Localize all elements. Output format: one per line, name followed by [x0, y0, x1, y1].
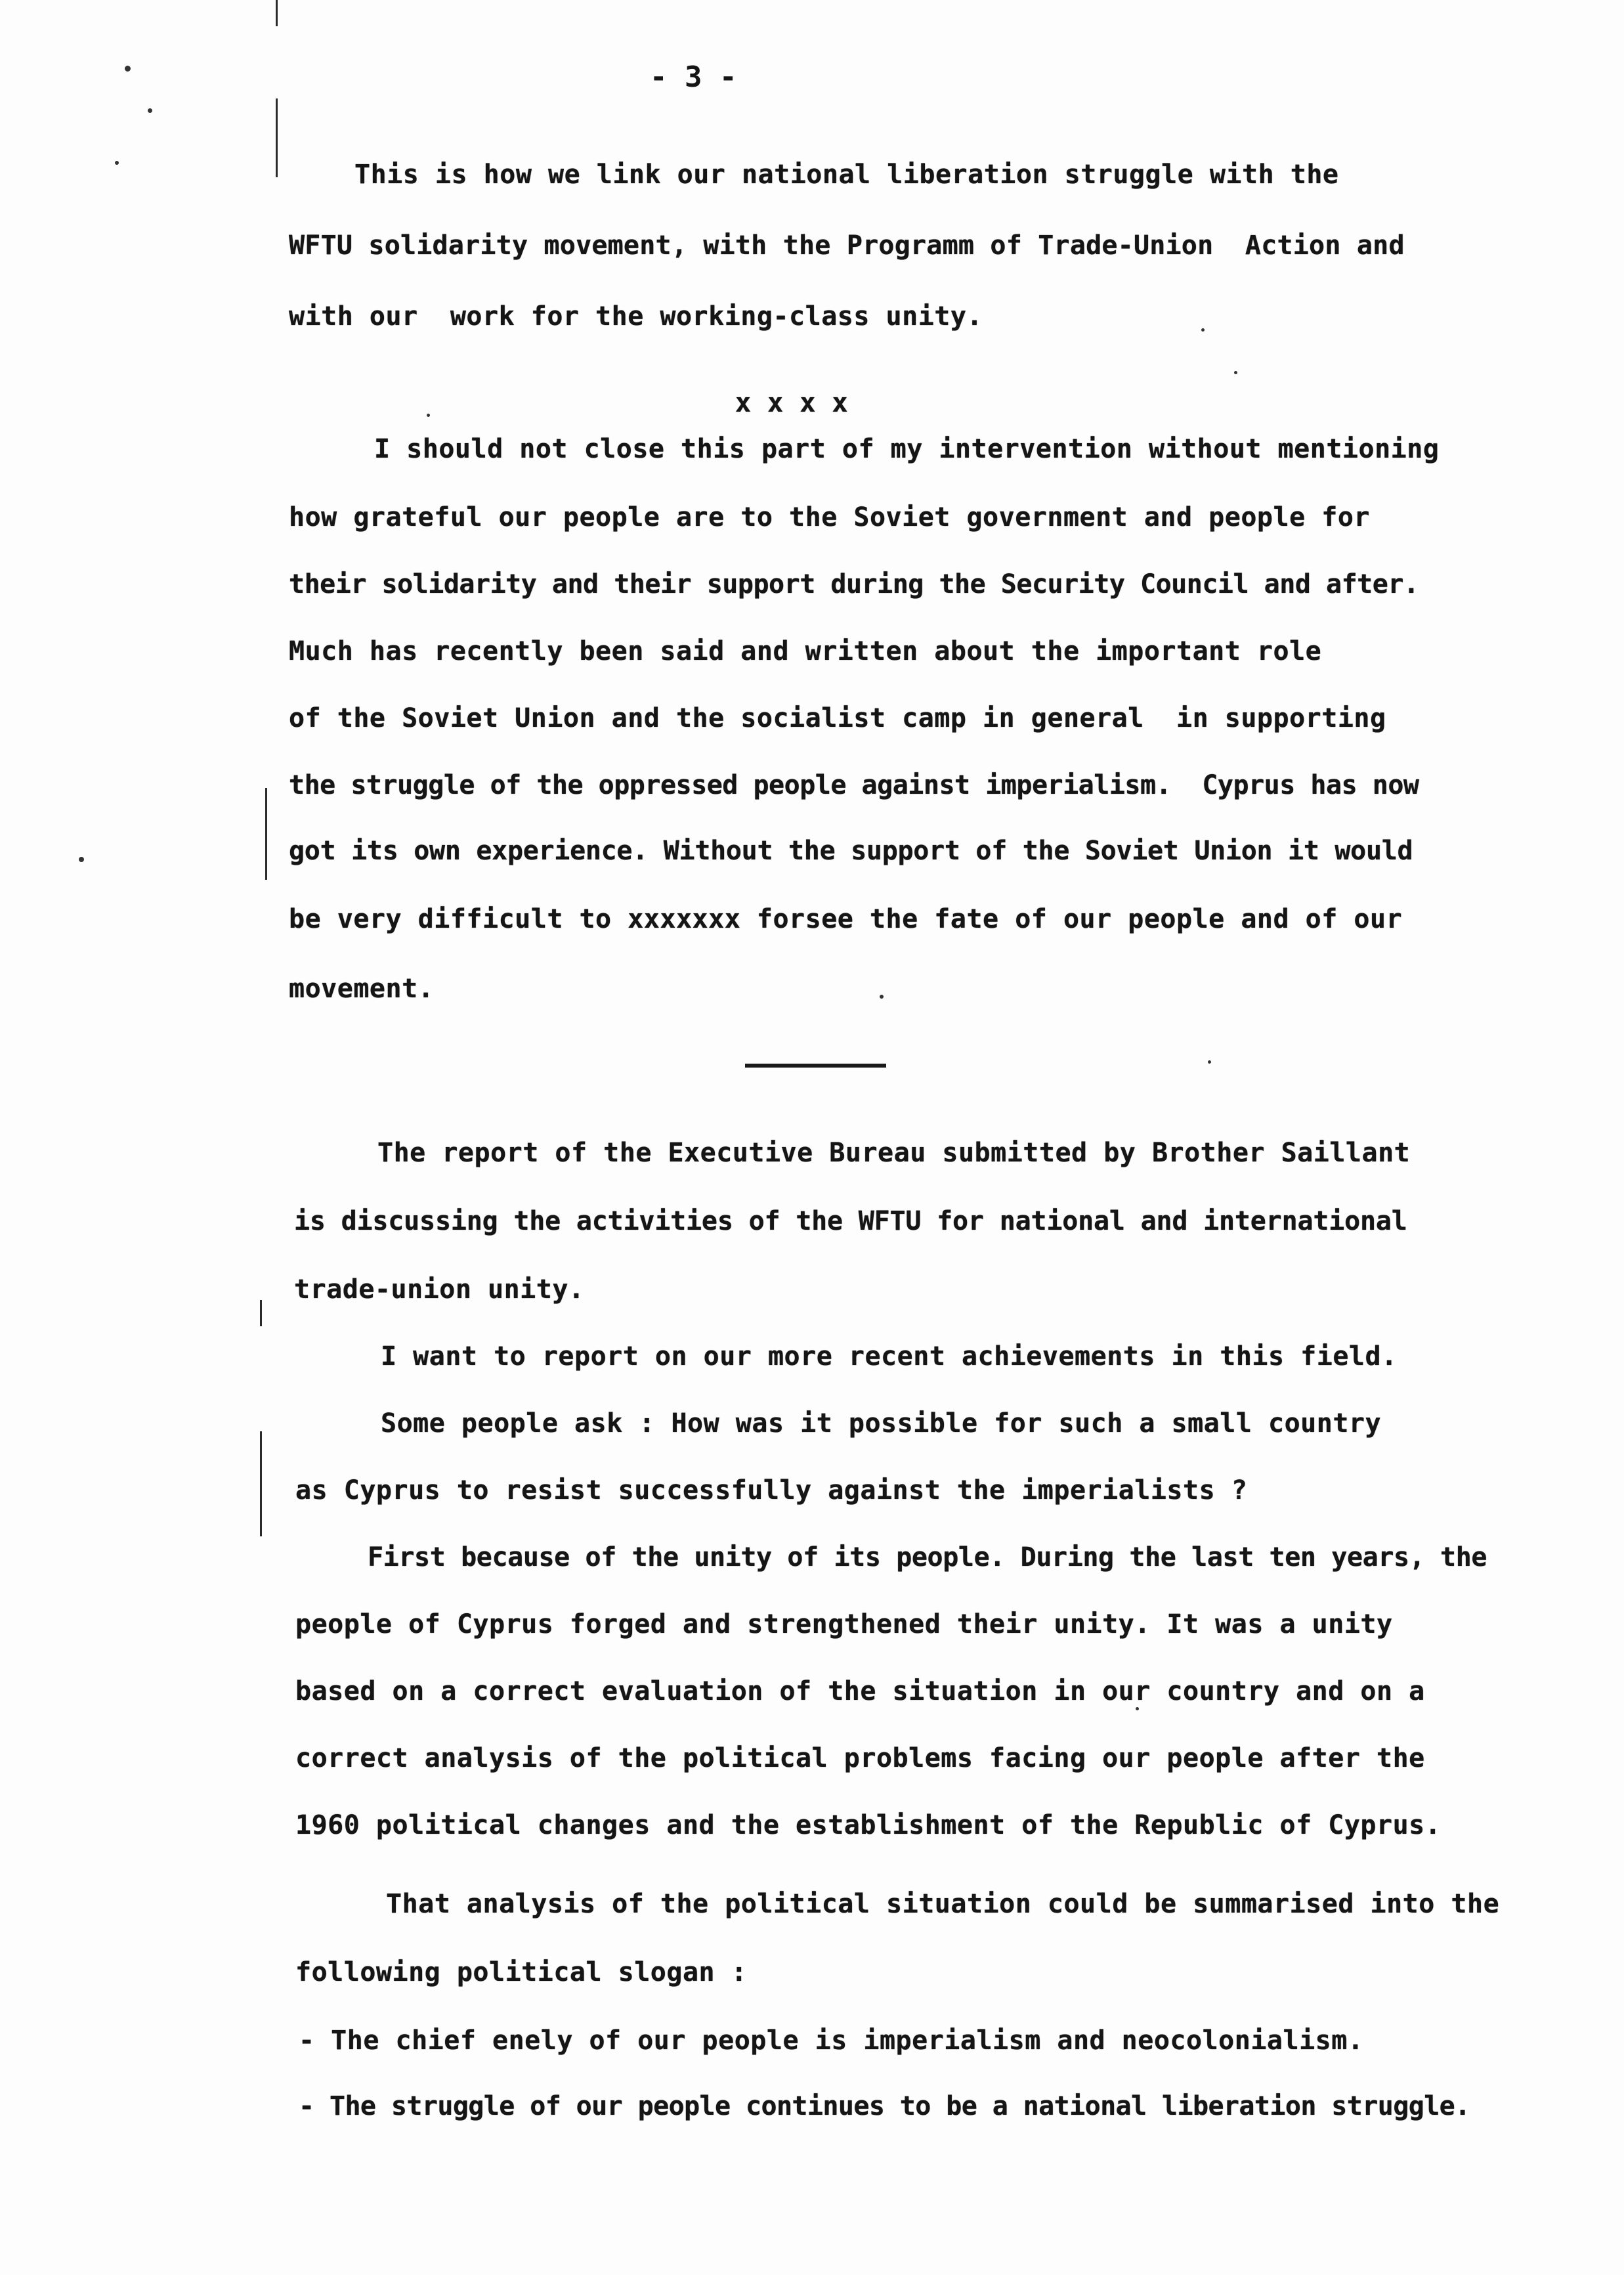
scan-speck [1201, 328, 1205, 332]
text-line: I should not close this part of my intervention without mentioning [374, 434, 1440, 464]
scan-speck [148, 108, 152, 113]
scan-speck [115, 161, 119, 165]
scan-speck [1234, 371, 1237, 374]
text-line: movement. [289, 974, 435, 1004]
scan-speck [125, 66, 131, 72]
margin-line [276, 0, 278, 26]
text-line: Some people ask : How was it possible for such a small country [381, 1408, 1382, 1439]
scan-speck [1208, 1060, 1211, 1064]
slogan-item: - The struggle of our people continues to be a national liberation struggle. [299, 2091, 1470, 2121]
text-line: be very difficult to xxxxxxx forsee the fate of our people and of our [289, 904, 1403, 934]
text-line: Much has recently been said and written about the important role [289, 636, 1322, 666]
margin-line [260, 1300, 262, 1326]
text-line: people of Cyprus forged and strengthened their unity. It was a unity [295, 1609, 1393, 1639]
scan-speck [880, 995, 884, 999]
margin-line [260, 1431, 262, 1536]
section-marker: x x x x [735, 388, 849, 418]
text-line: trade-union unity. [294, 1274, 585, 1305]
text-line: I want to report on our more recent achievements in this field. [381, 1341, 1398, 1372]
text-line: correct analysis of the political problems facing our people after the [295, 1743, 1425, 1773]
slogan-item: - The chief enely of our people is imperialism and neocolonialism. [299, 2026, 1364, 2056]
text-line: got its own experience. Without the support of the Soviet Union it would [289, 836, 1413, 866]
text-line: is discussing the activities of the WFTU for national and international [294, 1206, 1407, 1236]
text-line: That analysis of the political situation could be summarised into the [386, 1889, 1500, 1919]
text-line: The report of the Executive Bureau submitted by Brother Saillant [377, 1138, 1411, 1168]
text-line: First because of the unity of its people. During the last ten years, the [368, 1542, 1487, 1572]
text-line: their solidarity and their support during the Security Council and after. [289, 569, 1419, 599]
scan-speck [1136, 1707, 1139, 1710]
margin-line [265, 788, 267, 880]
text-line: based on a correct evaluation of the situation in our country and on a [295, 1676, 1425, 1706]
section-divider [745, 1064, 886, 1068]
text-line: the struggle of the oppressed people against imperialism. Cyprus has now [289, 770, 1419, 800]
text-line: 1960 political changes and the establishment of the Republic of Cyprus. [295, 1810, 1442, 1840]
text-line: how grateful our people are to the Soviet government and people for [289, 502, 1370, 532]
page-number: - 3 - [650, 60, 737, 94]
text-line: of the Soviet Union and the socialist camp in general in supporting [289, 703, 1386, 733]
margin-line [276, 98, 278, 177]
scan-speck [79, 857, 84, 862]
text-line: following political slogan : [295, 1957, 748, 1987]
text-line: This is how we link our national liberation struggle with the [354, 160, 1339, 190]
scan-speck [427, 414, 430, 417]
text-line: WFTU solidarity movement, with the Programm of Trade-Union Action and [289, 230, 1405, 261]
text-line: with our work for the working-class unity. [289, 301, 983, 332]
text-line: as Cyprus to resist successfully against the imperialists ? [295, 1475, 1248, 1506]
